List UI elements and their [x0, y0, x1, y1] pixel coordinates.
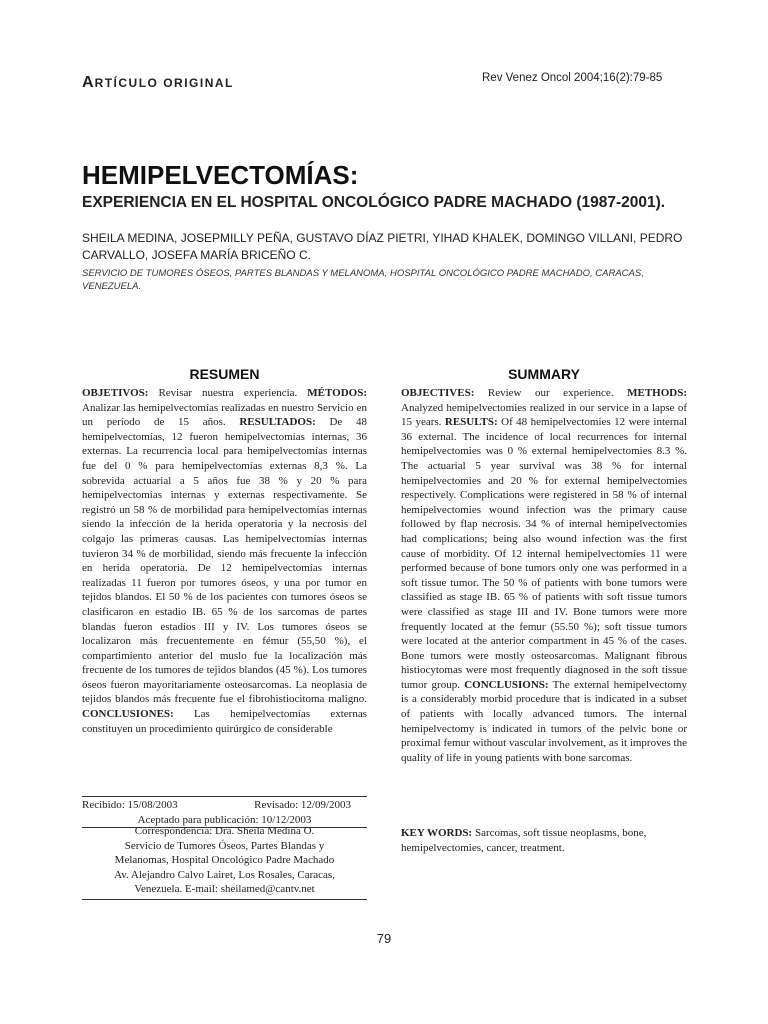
summary-methods: Analyzed hemipelvectomies realized in our service in a lapse of 15 years.	[401, 401, 687, 429]
correspondence-line: Servicio de Tumores Óseos, Partes Blandas y	[124, 839, 325, 852]
article-title: HEMIPELVECTOMÍAS:	[82, 160, 359, 190]
keywords-text: Sarcomas, soft tissue neoplasms, bone, hemipelvectomies, cancer, treatment.	[401, 827, 647, 854]
journal-reference: Rev Venez Oncol 2004;16(2):79-85	[482, 72, 663, 84]
keywords-label: KEY WORDS:	[401, 827, 473, 839]
resumen-metodos: Analizar las hemipelvectomías realizadas en nuestro Servicio en un período de 15 años.	[82, 401, 367, 429]
revised-date: Revisado: 12/09/2003	[254, 799, 351, 811]
summary-heading: SUMMARY	[508, 366, 580, 382]
page-number: 79	[376, 931, 392, 946]
resumen-heading: RESUMEN	[189, 366, 260, 382]
kw-conclusions: CONCLUSIONS:	[464, 678, 549, 691]
kw-objetivos: OBJETIVOS:	[82, 387, 149, 399]
author-list: SHEILA MEDINA, JOSEPMILLY PEÑA, GUSTAVO DÍAZ PIETRI, YIHAD KHALEK, DOMINGO VILLANI, PEDRO CARVALLO, JOSEFA MARÍA BRICEÑO C.	[82, 231, 683, 262]
kw-methods: METHODS:	[627, 387, 687, 399]
article-subtitle: EXPERIENCIA EN EL HOSPITAL ONCOLÓGICO PADRE MACHADO (1987-2001).	[82, 194, 666, 211]
section-label	[82, 74, 234, 92]
kw-metodos: MÉTODOS:	[307, 387, 367, 399]
resumen-objetivos: Revisar nuestra experiencia.	[148, 387, 308, 399]
summary-results: Of 48 hemipelvectomies 12 were internal 36 external. The incidence of local recurrences for internal hemipelvectomies was 0 % external hemipelvectomies 8.3 %. The actuarial 5 year survival was 38 % for internal hemipelvectomies and 20 % for external hemipelvectomies respectively. Complications were registered in 58 % of internal hemipelvectomies wound infection was the primary cause followed by flap necrosis. 34 % of internal hemipelvectomies had complications; being also wound infection was the first cause of morbidity. Of 12 internal hemipelvectomies 11 were performed because of bone tumors only one was performed in a soft tissue tumor. The 50 % of patients with bone tumors were classified as stage IB. 65 % of patients with soft tissue tumors were classified as stage III and IV. Bone tumors were more frequently located at the femur (55.50 %); soft tissue tumors were located at the anterior compartment in 45 % of the cases. Bone tumors were mostly osteosarcomas. Malignant fibrous histiocytomas were most frequently diagnosed in the soft tissue tumor group.	[401, 416, 687, 691]
summary-conclusions: The external hemipelvectomy is a considerably morbid procedure that is indicated in a subset of patients with locally advanced tumors. The internal hemipelvectomy is indicated in tumors of the pelvic bone or proximal femur without vascular involvement, as it improves the quality of life in young patients with bone sarcomas.	[401, 678, 687, 764]
kw-results: RESULTS:	[444, 416, 498, 429]
kw-objectives: OBJECTIVES:	[401, 387, 475, 399]
received-revised-row	[82, 798, 367, 813]
accepted-date: Aceptado para publicación: 10/12/2003	[137, 813, 312, 826]
correspondence-line: Correspondencia: Dra. Sheila Medina O.	[134, 825, 315, 837]
resumen-body	[82, 386, 367, 736]
received-date: Recibido: 15/08/2003	[82, 799, 178, 811]
keywords	[401, 826, 687, 855]
kw-resultados: RESULTADOS:	[239, 416, 316, 429]
correspondence-line: Venezuela. E-mail: sheilamed@cantv.net	[134, 883, 315, 895]
summary-objectives: Review our experience.	[474, 387, 628, 399]
resumen-resultados: De 48 hemipelvectomías, 12 fueron hemipelvectomías internas, 36 externas. La recurrencia local para hemipelvectomías internas fue del 0 % para hemipelvectomías externas 8,3 %. La sobrevida actuarial a 5 años fue 38 % y 20 % para hemipelvectomías internas y externas respectivamente. Se registró un 58 % de morbilidad para hemipelvectomías internas siendo la infección de la herida operatoria y la necrosis del colgajo las primeras causas. Las hemipelvectomías internas tuvieron 34 % de morbilidad, siendo más frecuente la infección en herida operatoria. De 12 hemipelvectomías internas realizadas 11 fueron por tumores óseos, y una por tumor en tejidos blandos. El 50 % de los pacientes con tumores óseos se clasificaron en estadio IB. 65 % de los sarcomas de partes blandas fueron estadios III y IV. Los tumores óseos se localizaron más frecuentemente en fémur (55,50 %), el compartimiento anterior del muslo fue la localización más frecuente de los tumores de tejidos blandos (45 %). Los tumores óseos fueron mayoritariamente osteosarcomas. La neoplasia de tejidos blandos más frecuente fue el fibrohistiocitoma maligno.	[82, 416, 367, 706]
kw-conclusiones: CONCLUSIONES:	[82, 708, 174, 721]
section-label-rest: RTÍCULO ORIGINAL	[94, 76, 234, 90]
correspondence	[82, 824, 367, 900]
summary-body	[401, 386, 687, 765]
correspondence-line: Melanomas, Hospital Oncológico Padre Machado	[114, 854, 335, 866]
section-label-initial: A	[82, 74, 95, 91]
correspondence-line: Av. Alejandro Calvo Lairet, Los Rosales, Caracas,	[114, 868, 335, 881]
affiliation: SERVICIO DE TUMORES ÓSEOS, PARTES BLANDAS Y MELANOMA, HOSPITAL ONCOLÓGICO PADRE MACHADO, CARACAS, VENEZUELA.	[82, 268, 644, 292]
resumen-conclusiones: Las hemipelvectomías externas constituyen un procedimiento quirúrgico de considerable	[82, 708, 367, 735]
